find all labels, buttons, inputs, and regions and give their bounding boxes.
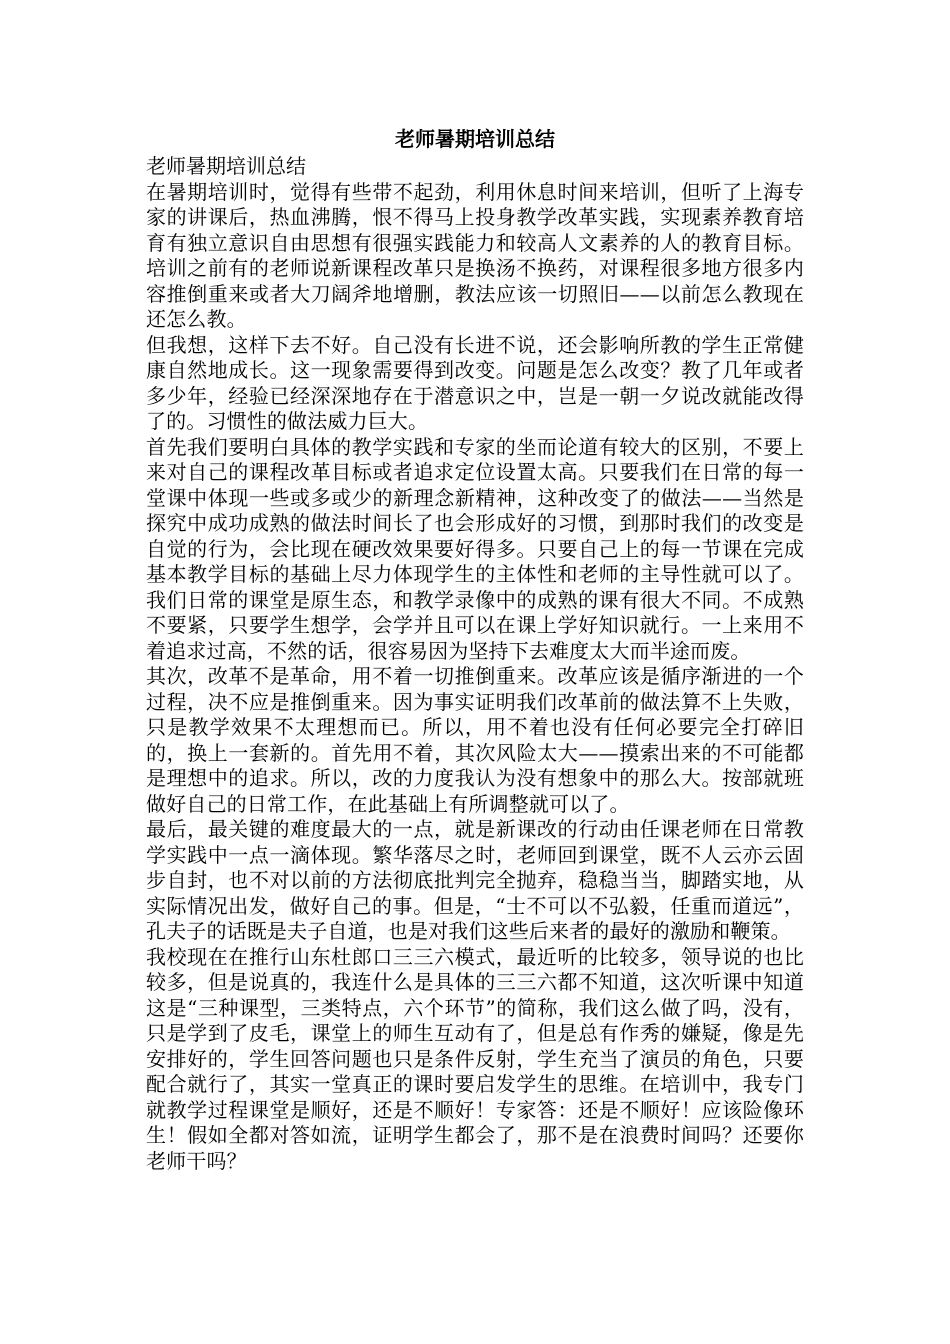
paragraph-2: 但我想，这样下去不好。自己没有长进不说，还会影响所教的学生正常健康自然地成长。这一现象需要得到改变。问题是怎么改变？教了几年或者多少年，经验已经深深地存在于潜意识之中，岂是一朝一夕说改就能改得了的。习惯性的做法威力巨大。: [146, 332, 804, 433]
document-subtitle: 老师暑期培训总结: [146, 154, 306, 178]
document-title: 老师暑期培训总结: [395, 127, 555, 151]
paragraph-6: 我校现在在推行山东杜郎口三三六模式，最近听的比较多，领导说的也比较多，但是说真的，我连什么是具体的三三六都不知道，这次听课中知道这是“三种课型，三类特点，六个环节”的简称，我们这么做了吗，没有，只是学到了皮毛，课堂上的师生互动有了，但是总有作秀的嫌疑，像是先安排好的，学生回答问题也只是条件反射，学生充当了演员的角色，只要配合就行了，其实一堂真正的课时要启发学生的思维。在培训中，我专门就教学过程课堂是顺好，还是不顺好！专家答：还是不顺好！应该险像环生！假如全都对答如流，证明学生都会了，那不是在浪费时间吗？还要你老师干吗？: [146, 944, 804, 1173]
document-body: [146, 124, 804, 1174]
paragraph-1: 在暑期培训时，觉得有些带不起劲，利用休息时间来培训，但听了上海专家的讲课后，热血沸腾，恨不得马上投身教学改革实践，实现素养教育培育有独立意识自由思想有很强实践能力和较高人文素养的人的教育目标。培训之前有的老师说新课程改革只是换汤不换药，对课程很多地方很多内容推倒重来或者大刀阔斧地增删，教法应该一切照旧——以前怎么教现在还怎么教。: [146, 179, 804, 331]
paragraph-3: 首先我们要明白具体的教学实践和专家的坐而论道有较大的区别，不要上来对自己的课程改革目标或者追求定位设置太高。只要我们在日常的每一堂课中体现一些或多或少的新理念新精神，这种改变了的做法——当然是探究中成功成熟的做法时间长了也会形成好的习惯，到那时我们的改变是自觉的行为，会比现在硬改效果要好得多。只要自己上的每一节课在完成基本教学目标的基础上尽力体现学生的主体性和老师的主导性就可以了。我们日常的课堂是原生态，和教学录像中的成熟的课有很大不同。不成熟不要紧，只要学生想学，会学并且可以在课上学好知识就行。一上来用不着追求过高，不然的话，很容易因为坚持下去难度太大而半途而废。: [146, 434, 804, 663]
paragraph-4: 其次，改革不是革命，用不着一切推倒重来。改革应该是循序渐进的一个过程，决不应是推倒重来。因为事实证明我们改革前的做法算不上失败，只是教学效果不太理想而已。所以，用不着也没有任何必要完全打碎旧的，换上一套新的。首先用不着，其次风险太大——摸索出来的不可能都是理想中的追求。所以，改的力度我认为没有想象中的那么大。按部就班做好自己的日常工作，在此基础上有所调整就可以了。: [146, 664, 804, 816]
paragraph-5: 最后，最关键的难度最大的一点，就是新课改的行动由任课老师在日常教学实践中一点一滴体现。繁华落尽之时，老师回到课堂，既不人云亦云固步自封，也不对以前的方法彻底批判完全抛弃，稳稳当当，脚踏实地，从实际情况出发，做好自己的事。但是，“士不可以不弘毅，任重而道远”，孔夫子的话既是夫子自道，也是对我们这些后来者的最好的激励和鞭策。: [146, 817, 804, 943]
